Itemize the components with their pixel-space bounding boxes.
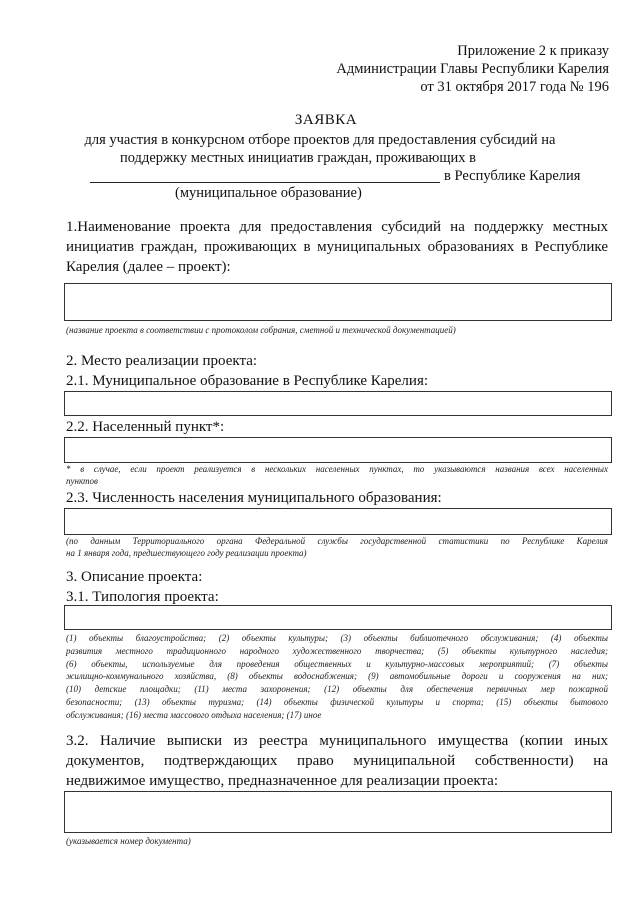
document-title: ЗАЯВКА — [294, 112, 358, 128]
typology-note-line: развития местного традиционного народного художественного творчества; (5) объекты культурного наследия; — [66, 645, 608, 656]
typology-note-line: обслуживания; (16) места массового отдыха населения; (17) иное — [66, 709, 322, 720]
typology-note-line: безопасности; (13) объекты туризма; (14) объекты физической культуры и спорта; (15) объекты бытового — [66, 697, 608, 707]
section2-2-label: 2.2. Населенный пункт*: — [66, 419, 225, 435]
project-name-field[interactable] — [64, 283, 612, 321]
header-order-date-line: от 31 октября 2017 года № 196 — [420, 79, 609, 95]
section2-3-label: 2.3. Численность населения муниципального образования: — [66, 490, 442, 506]
header-administration-line: Администрации Главы Республики Карелия — [336, 61, 609, 77]
subtitle-line-2: поддержку местных инициатив граждан, проживающих в — [119, 150, 477, 166]
section3-heading: 3. Описание проекта: — [66, 569, 203, 585]
settlement-note-line-1: * в случае, если проект реализуется в нескольких населенных пунктах, то указываются названия всех населенных — [66, 464, 608, 474]
typology-note-line: (10) детские площадки; (11) места захоронения; (12) объекты для обеспечения первичных мер пожарной — [66, 684, 608, 695]
section1-text-line-2: инициатив граждан, проживающих в муниципальных образованиях в Республике — [66, 239, 608, 255]
project-name-note: (название проекта в соответствии с протоколом собрания, сметной и технической документацией) — [66, 325, 456, 335]
section2-heading: 2. Место реализации проекта: — [66, 353, 258, 369]
header-attachment-line: Приложение 2 к приказу — [457, 43, 609, 59]
subtitle-line-1: для участия в конкурсном отборе проектов для предоставления субсидий на — [84, 132, 556, 148]
registry-extract-note: (указывается номер документа) — [66, 836, 191, 846]
project-typology-field[interactable] — [64, 605, 612, 630]
municipality-blank-line[interactable] — [90, 182, 440, 183]
section3-2-text-line-1: 3.2. Наличие выписки из реестра муниципального имущества (копии иных — [66, 733, 608, 749]
subtitle-line-3-suffix: в Республике Карелия — [444, 168, 581, 184]
municipality-field[interactable] — [64, 391, 612, 416]
population-note-line-2: на 1 января года, предшествующего году реализации проекта) — [66, 548, 307, 558]
settlement-note-line-2: пунктов — [66, 476, 98, 486]
typology-note-line: (1) объекты благоустройства; (2) объекты культуры; (3) объекты библиотечного обслуживания; (4) объекты — [66, 633, 608, 643]
registry-extract-field[interactable] — [64, 791, 612, 833]
population-field[interactable] — [64, 508, 612, 535]
section3-2-text-line-2: документов, подтверждающих право муниципальной собственности) на — [66, 753, 608, 769]
typology-note-line: жилищно-коммунального хозяйства, (8) объекты водоснабжения; (9) автомобильные дороги и сооружения на них; — [66, 671, 608, 682]
section1-text-line-1: 1.Наименование проекта для предоставления субсидий на поддержку местных — [66, 219, 608, 235]
typology-note-line: (6) объекты, используемые для проведения общественных и культурно-массовых мероприятий; (7) объекты — [66, 658, 608, 669]
section1-text-line-3: Карелия (далее – проект): — [66, 259, 231, 275]
section2-1-label: 2.1. Муниципальное образование в Республике Карелия: — [66, 373, 429, 389]
section3-2-text-line-3: недвижимое имущество, предназначенное для реализации проекта: — [66, 773, 499, 789]
settlement-field[interactable] — [64, 437, 612, 463]
section3-1-label: 3.1. Типология проекта: — [66, 589, 219, 605]
population-note-line-1: (по данным Территориального органа Федеральной службы государственной статистики по Республике Карелия — [66, 536, 608, 546]
municipality-caption: (муниципальное образование) — [175, 185, 362, 201]
